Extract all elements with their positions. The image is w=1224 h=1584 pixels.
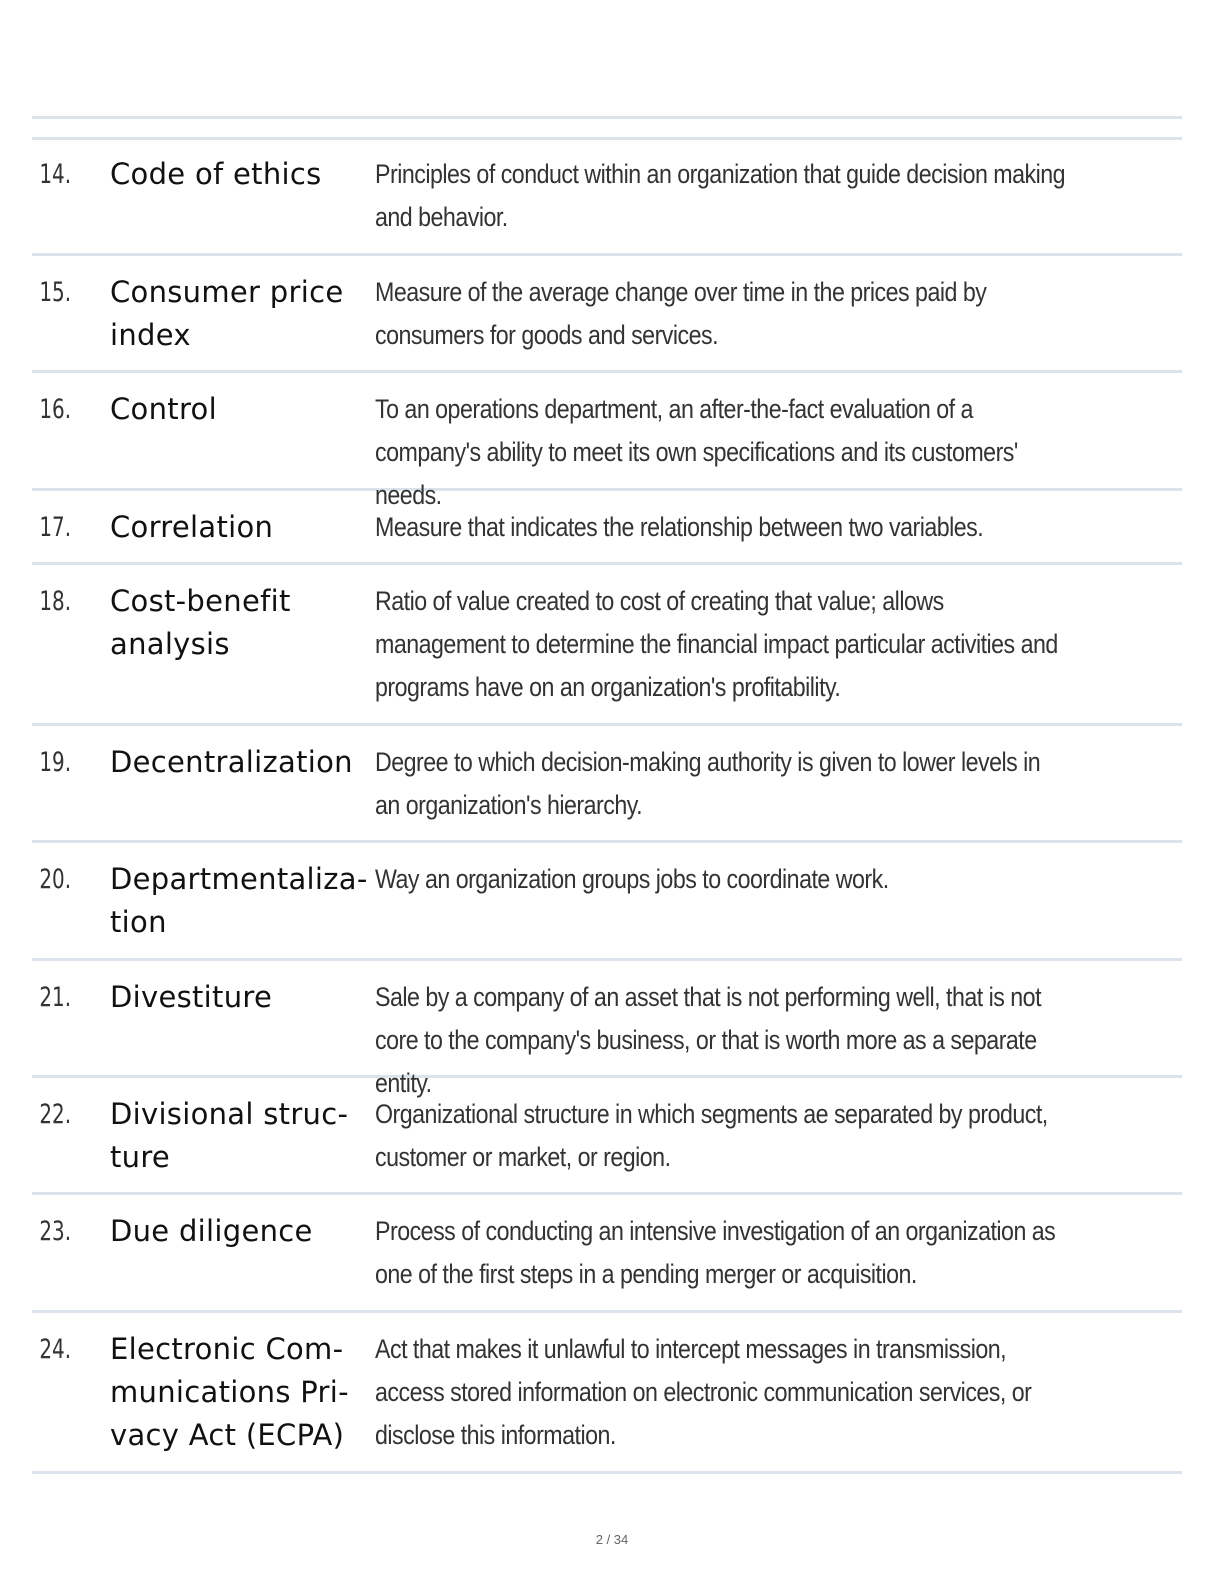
- entry-number: 16.: [39, 394, 72, 425]
- entry-number: 18.: [39, 586, 72, 617]
- glossary-table: [32, 138, 1182, 1474]
- entry-definition: Measure of the average change over time in the prices paid by consumers for goods and services.: [375, 277, 987, 350]
- entry-number: 14.: [39, 159, 72, 190]
- entry-number: 24.: [39, 1334, 72, 1365]
- entry-term: Electronic Com- munications Pri- vacy Act (ECPA): [110, 1332, 349, 1452]
- entry-definition: Degree to which decision-making authority is given to lower levels in an organization's hierarchy.: [375, 747, 1041, 820]
- glossary-row: [32, 1313, 1182, 1474]
- entry-number: 22.: [39, 1099, 72, 1130]
- entry-number: 19.: [39, 747, 72, 778]
- entry-number: 17.: [39, 512, 72, 543]
- glossary-row: [32, 726, 1182, 843]
- glossary-row: [32, 256, 1182, 373]
- page-indicator: 2 / 34: [595, 1532, 629, 1547]
- entry-number: 15.: [39, 277, 72, 308]
- entry-definition: Ratio of value created to cost of creating that value; allows management to determine the financial impact particular activities and programs have on an organization's profitability.: [375, 586, 1058, 702]
- entry-term: Due diligence: [110, 1214, 313, 1248]
- entry-number: 20.: [39, 864, 72, 895]
- entry-definition: Measure that indicates the relationship between two variables.: [375, 512, 984, 542]
- entry-definition: Organizational structure in which segments ae separated by product, customer or market, or region.: [375, 1099, 1048, 1172]
- entry-term: Consumer price index: [110, 275, 344, 352]
- glossary-row: [32, 961, 1182, 1098]
- entry-number: 23.: [39, 1216, 72, 1247]
- glossary-row: [32, 843, 1182, 961]
- top-divider: [32, 116, 1182, 119]
- glossary-row: [32, 565, 1182, 726]
- entry-term: Code of ethics: [110, 157, 322, 191]
- entry-term: Divestiture: [110, 980, 273, 1014]
- entry-term: Departmentaliza- tion: [110, 862, 368, 939]
- entry-term: Divisional struc- ture: [110, 1097, 349, 1174]
- entry-term: Decentralization: [110, 745, 353, 779]
- entry-definition: Way an organization groups jobs to coordinate work.: [375, 864, 889, 894]
- entry-term: Correlation: [110, 510, 274, 544]
- entry-definition: Process of conducting an intensive investigation of an organization as one of the first steps in a pending merger or acquisition.: [375, 1216, 1056, 1289]
- entry-definition: Principles of conduct within an organization that guide decision making and behavior.: [375, 159, 1066, 232]
- entry-number: 21.: [39, 982, 72, 1013]
- glossary-row: [32, 1195, 1182, 1313]
- glossary-row: [32, 138, 1182, 256]
- glossary-row: [32, 373, 1182, 510]
- entry-term: Cost-benefit analysis: [110, 584, 291, 661]
- glossary-row: [32, 1078, 1182, 1195]
- entry-definition: Act that makes it unlawful to intercept messages in transmission, access stored information on electronic communication services, or disclose this information.: [375, 1334, 1032, 1450]
- entry-definition: Sale by a company of an asset that is not performing well, that is not core to the company's business, or that is worth more as a separate entity.: [375, 982, 1042, 1098]
- entry-definition: To an operations department, an after-the-fact evaluation of a company's ability to meet its own specifications and its customers' needs.: [375, 394, 1018, 510]
- entry-term: Control: [110, 392, 217, 426]
